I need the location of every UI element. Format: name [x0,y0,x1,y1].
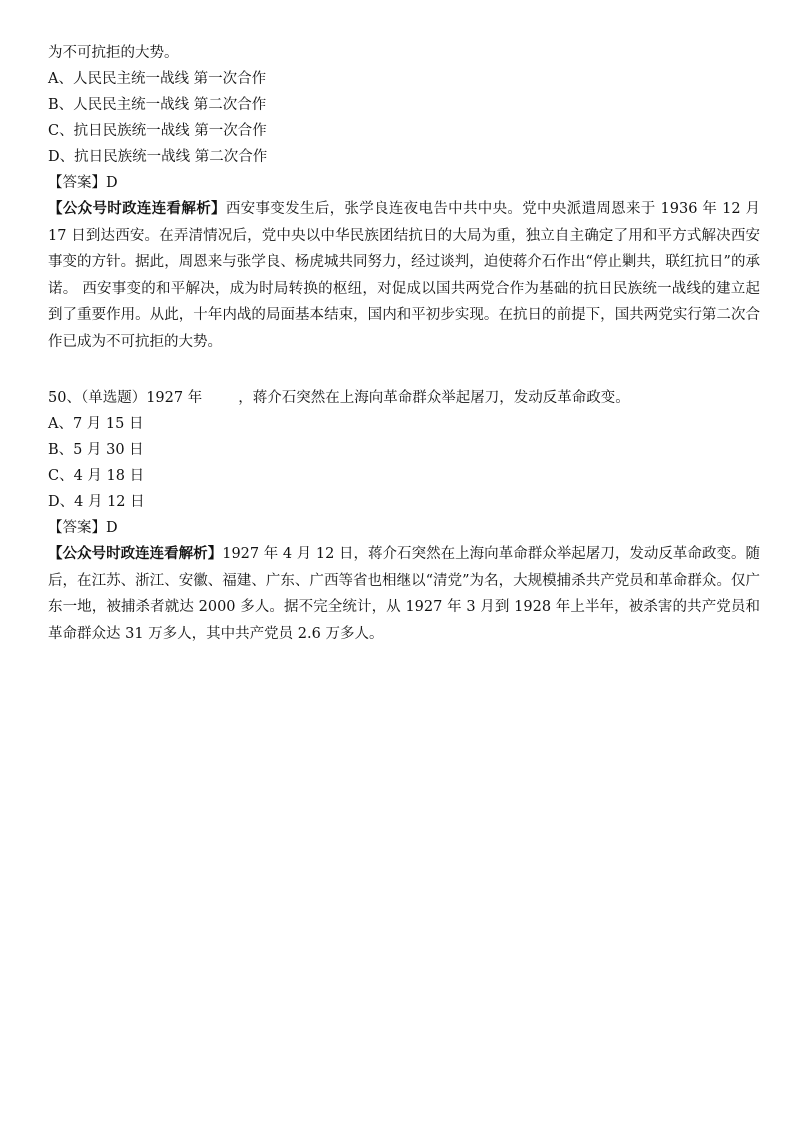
q50-option-c: C、4 月 18 日 [48,468,145,484]
q49-analysis [48,196,760,355]
document-page [48,40,760,647]
q49-option-c: C、抗日民族统一战线 第一次合作 [48,123,267,139]
q50-answer: 【答案】D [48,520,118,536]
q49-option-a: A、人民民主统一战线 第一次合作 [48,71,267,87]
q49-continuation: 为不可抗拒的大势。 [48,45,179,61]
q50-option-a: A、7 月 15 日 [48,416,144,432]
q50-option-b: B、5 月 30 日 [48,442,144,458]
q50-stem-prefix: 50、（单选题）1927 年 [48,390,203,406]
q49-answer: 【答案】D [48,175,118,191]
q49-option-d: D、抗日民族统一战线 第二次合作 [48,149,268,165]
q49-analysis-label: 【公众号时政连连看解析】 [48,200,226,217]
q50-stem-suffix: ，蒋介石突然在上海向革命群众举起屠刀，发动反革命政变。 [238,390,630,406]
section-gap [48,355,760,385]
q50-stem [48,385,760,411]
q50-analysis [48,541,760,647]
q50-analysis-text: 1927 年 4 月 12 日，蒋介石突然在上海向革命群众举起屠刀，发动反革命政变。随后，在江苏、浙江、安徽、福建、广东、广西等省也相继以“清党”为名，大规模捕杀共产党员和革命群众。仅广东一地，被捕杀者就达 2000 多人。据不完全统计，从 1927 年 3 月到 1928 年上半年，被杀害的共产党员和革命群众达 31 万多人，其中共产党员 2.6 万多人。 [48,546,761,642]
q49-option-b: B、人民民主统一战线 第二次合作 [48,97,267,113]
q49-analysis-text: 西安事变发生后，张学良连夜电告中共中央。党中央派遣周恩来于 1936 年 12 月 17 日到达西安。在弄清情况后，党中央以中华民族团结抗日的大局为重，独立自主确定了用和平方式解决西安事变的方针。据此，周恩来与张学良、杨虎城共同努力，经过谈判，迫使蒋介石作出“停止剿共，联红抗日”的承诺。 西安事变的和平解决，成为时局转换的枢纽，对促成以国共两党合作为基础的抗日民族统一战线的建立起到了重要作用。从此，十年内战的局面基本结束，国内和平初步实现。在抗日的前提下，国共两党实行第二次合作已成为不可抗拒的大势。 [48,201,760,350]
q50-analysis-label: 【公众号时政连连看解析】 [48,545,223,562]
q50-option-d: D、4 月 12 日 [48,494,145,510]
